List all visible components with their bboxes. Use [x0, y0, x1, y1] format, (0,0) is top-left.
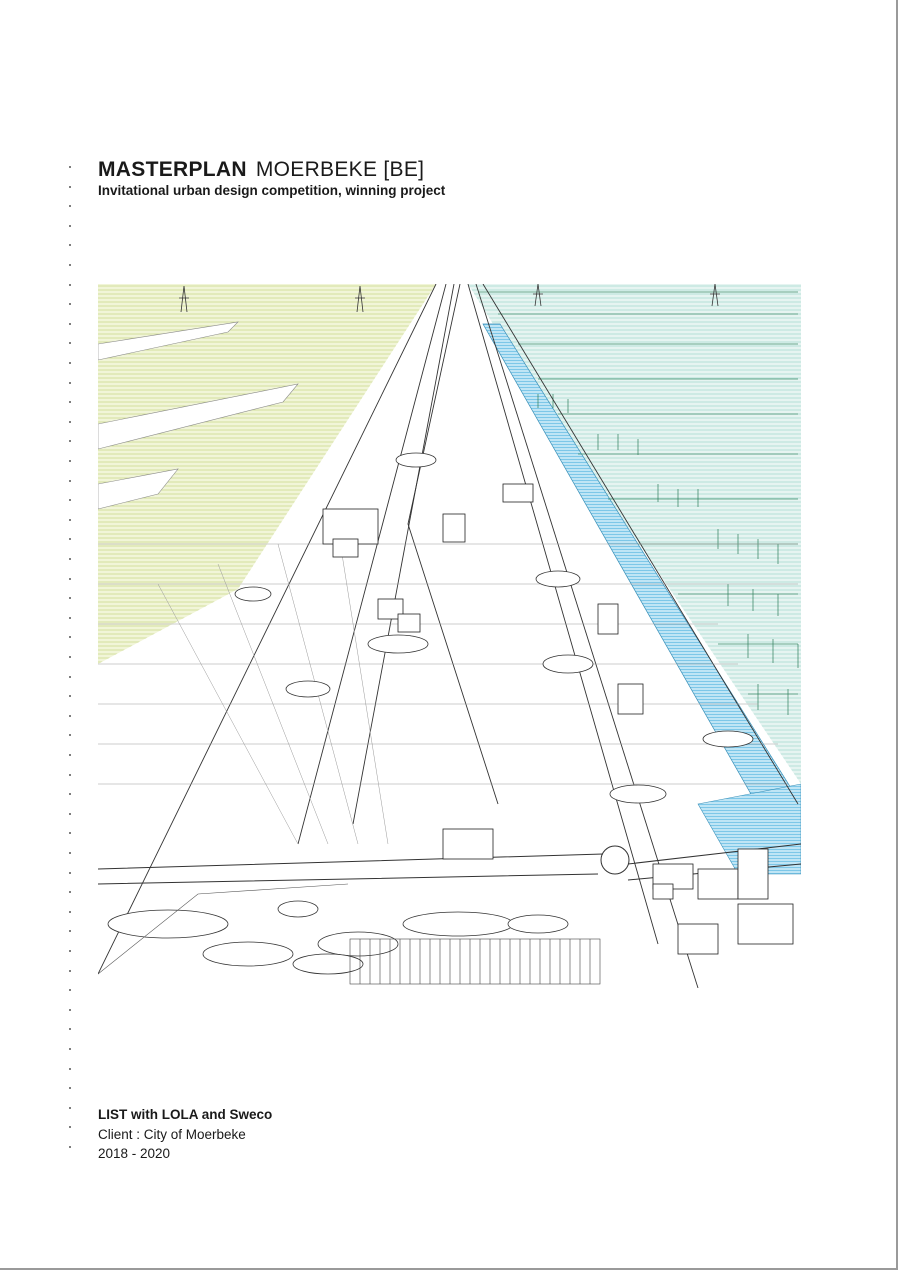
margin-dot — [69, 774, 71, 776]
margin-dot — [69, 715, 71, 717]
margin-dot — [69, 891, 71, 893]
credit-team: LIST with LOLA and Sweco — [98, 1107, 273, 1122]
margin-dot — [69, 1087, 71, 1089]
margin-dot — [69, 832, 71, 834]
margin-dot — [69, 656, 71, 658]
margin-dot — [69, 382, 71, 384]
margin-dot — [69, 1126, 71, 1128]
credit-years: 2018 - 2020 — [98, 1146, 171, 1161]
page-title — [98, 158, 424, 182]
margin-dot — [69, 676, 71, 678]
margin-dot — [69, 852, 71, 854]
margin-dot — [69, 1028, 71, 1030]
margin-dot — [69, 754, 71, 756]
margin-dot-rule — [67, 166, 73, 1156]
margin-dot — [69, 186, 71, 188]
margin-dot — [69, 440, 71, 442]
margin-dot — [69, 793, 71, 795]
margin-dot — [69, 323, 71, 325]
margin-dot — [69, 1068, 71, 1070]
margin-dot — [69, 480, 71, 482]
margin-dot — [69, 460, 71, 462]
margin-dot — [69, 264, 71, 266]
margin-dot — [69, 225, 71, 227]
page-subtitle: Invitational urban design competition, winning project — [98, 183, 446, 198]
credits-block — [98, 1105, 272, 1164]
margin-dot — [69, 1107, 71, 1109]
margin-dot — [69, 930, 71, 932]
margin-dot — [69, 734, 71, 736]
masterplan-aerial-drawing — [98, 284, 801, 988]
margin-dot — [69, 695, 71, 697]
margin-dot — [69, 342, 71, 344]
margin-dot — [69, 284, 71, 286]
margin-dot — [69, 205, 71, 207]
title-bold: MASTERPLAN — [98, 158, 247, 181]
margin-dot — [69, 401, 71, 403]
margin-dot — [69, 244, 71, 246]
margin-dot — [69, 989, 71, 991]
margin-dot — [69, 538, 71, 540]
margin-dot — [69, 421, 71, 423]
margin-dot — [69, 578, 71, 580]
margin-dot — [69, 636, 71, 638]
margin-dot — [69, 872, 71, 874]
margin-dot — [69, 362, 71, 364]
margin-dot — [69, 166, 71, 168]
margin-dot — [69, 1048, 71, 1050]
title-light: MOERBEKE [BE] — [255, 158, 425, 181]
margin-dot — [69, 519, 71, 521]
margin-dot — [69, 597, 71, 599]
margin-dot — [69, 911, 71, 913]
margin-dot — [69, 617, 71, 619]
margin-dot — [69, 303, 71, 305]
margin-dot — [69, 499, 71, 501]
credit-client: Client : City of Moerbeke — [98, 1126, 246, 1142]
margin-dot — [69, 1009, 71, 1011]
margin-dot — [69, 1146, 71, 1148]
margin-dot — [69, 558, 71, 560]
margin-dot — [69, 813, 71, 815]
margin-dot — [69, 950, 71, 952]
margin-dot — [69, 970, 71, 972]
